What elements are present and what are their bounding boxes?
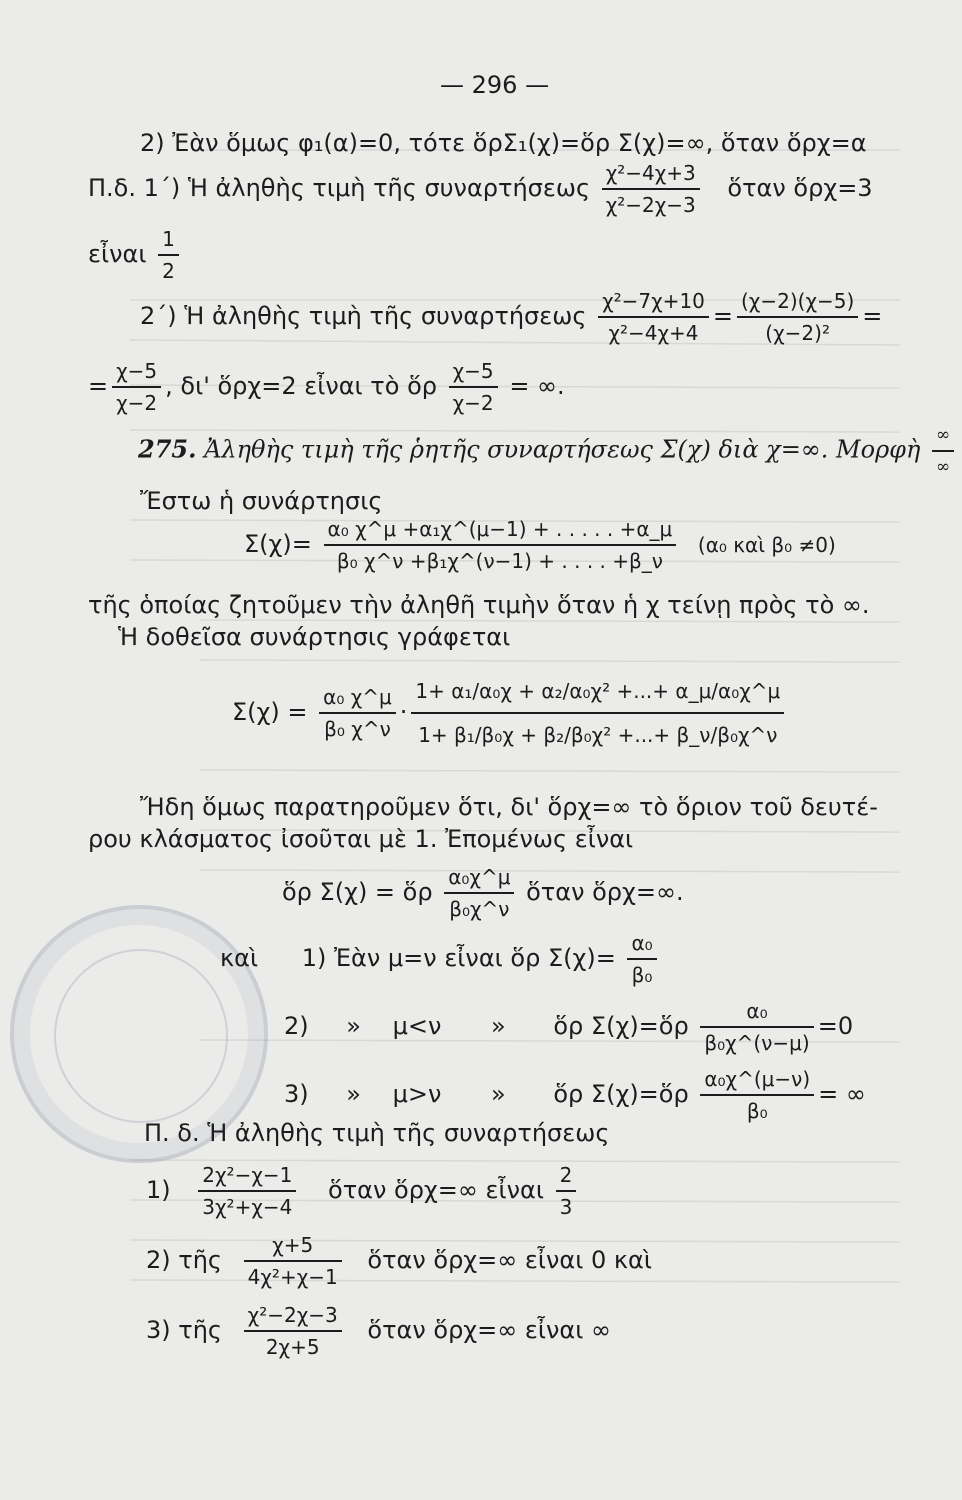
ditto-mark: » <box>491 1012 506 1040</box>
text-line-12: Ἤδη ὅμως παρατηροῦμεν ὅτι, δι' ὅρχ=∞ τὸ ὅριον τοῦ δευτέ- <box>140 793 878 821</box>
example-1 <box>146 1160 580 1222</box>
correction-denominator: 1+ β₁/β₀χ + β₂/β₀χ² +...+ β_ν/β₀χ^ν <box>418 723 778 747</box>
sigma-lhs: Σ(χ)= <box>244 530 312 558</box>
fraction-denominator: β₀ χ^ν <box>324 717 391 741</box>
example-1-fraction <box>198 1160 296 1222</box>
section-title: Ἀληθὴς τιμὴ τῆς ῥητῆς συναρτήσεως Σ(χ) διὰ χ=∞. Μορφὴ <box>204 435 921 464</box>
text-line-10: Ἡ δοθεῖσα συνάρτησις γράφεται <box>118 623 511 651</box>
correction-numerator: 1+ α₁/α₀χ + α₂/α₀χ² +...+ α_μ/α₀χ^μ <box>411 670 784 714</box>
fraction-denominator: χ²−4χ+4 <box>608 321 699 345</box>
leading-term-fraction <box>319 682 396 744</box>
ditto-mark: » <box>346 1012 361 1040</box>
fraction-denominator: β₀ <box>746 1099 768 1123</box>
case-2-text: ὅρ Σ(χ)=ὅρ <box>553 1012 689 1040</box>
fraction-numerator: χ−5 <box>112 356 161 388</box>
example-1-result <box>556 1160 577 1222</box>
fraction-one-half <box>158 224 179 286</box>
fraction-denominator: β₀χ^ν <box>449 897 510 921</box>
fraction-numerator: α₀ χ^μ <box>319 682 396 714</box>
text-line-3 <box>88 224 183 286</box>
fraction-denominator: 3χ²+χ−4 <box>202 1195 293 1219</box>
fraction-denominator: 2 <box>162 259 175 283</box>
example-heading: Π. δ. Ἡ ἀληθὴς τιμὴ τῆς συναρτήσεως <box>144 1119 610 1147</box>
text-line-5: = $\frac{\chi-5}{\chi-2}$ , δι' ὅρχ=2 εἶναι τὸ ὅρ $\frac{\chi-5}{\chi-2}$ = ∞. <box>88 356 565 418</box>
fraction-denominator: β₀χ^(ν−μ) <box>704 1031 810 1055</box>
ditto-mark: » <box>346 1080 361 1108</box>
case-2-fraction <box>700 996 813 1058</box>
limit-equation <box>282 862 684 924</box>
fraction-numerator: 2χ²−χ−1 <box>198 1160 296 1192</box>
correction-fraction <box>411 670 784 756</box>
limit-text: , δι' ὅρχ=2 εἶναι τὸ ὅρ <box>165 372 437 400</box>
fraction-denominator: (χ−2)² <box>765 321 830 345</box>
text-line-13: ρου κλάσματος ἰσοῦται μὲ 1. Ἐπομένως εἶναι <box>88 825 634 853</box>
example-2-label: 2΄) Ἡ ἀληθὴς τιμὴ τῆς συναρτήσεως <box>140 302 587 330</box>
text-line-9: τῆς ὁποίας ζητοῦμεν τὴν ἀληθῆ τιμὴν ὅταν ἡ χ τείνῃ πρὸς τὸ ∞. <box>88 591 870 619</box>
fraction-numerator: χ+5 <box>244 1230 342 1262</box>
fraction-numerator: χ−5 <box>449 356 498 388</box>
fraction-numerator: 1 <box>158 224 179 256</box>
fraction-denominator: χ²−2χ−3 <box>605 193 696 217</box>
conjunction: καὶ <box>220 944 259 972</box>
sigma-lhs: Σ(χ) = <box>232 698 308 726</box>
fraction-denominator: 2χ+5 <box>265 1335 320 1359</box>
fraction-example-2b <box>737 286 858 348</box>
case-1 <box>220 928 661 990</box>
leading-term-fraction <box>444 862 514 924</box>
case-2 <box>284 996 853 1058</box>
fraction-numerator: χ²−4χ+3 <box>602 158 700 190</box>
library-stamp-inner-ring <box>54 949 228 1123</box>
fraction-limit <box>449 356 498 418</box>
example-3 <box>146 1300 611 1362</box>
case-3-number: 3) <box>284 1080 309 1108</box>
example-3-condition: ὅταν ὅρχ=∞ εἶναι ∞ <box>367 1316 611 1344</box>
fraction-denominator: χ−2 <box>452 391 494 415</box>
text-line-4: 2΄) Ἡ ἀληθὴς τιμὴ τῆς συναρτήσεως $\frac{\text{χ²−7χ+10}}{\text{χ²−4χ+4}}$ = $\frac{(\chi-2)(\chi-5)}{\text{(χ−2)²}}$ = <box>140 286 882 348</box>
example-2-fraction <box>244 1230 342 1292</box>
case-3-text: ὅρ Σ(χ)=ὅρ <box>553 1080 689 1108</box>
condition-text: ὅταν ὅρχ=3 <box>727 174 873 202</box>
example-1-condition: ὅταν ὅρχ=∞ εἶναι <box>328 1176 544 1204</box>
denominator-polynomial: β₀ χ^ν +β₁χ^(ν−1) + . . . . +β_ν <box>336 549 663 573</box>
limit-lhs: ὅρ Σ(χ) = ὅρ <box>282 878 433 906</box>
example-1-label: Π.δ. 1΄) Ἡ ἀληθὴς τιμὴ τῆς συναρτήσεως <box>88 174 591 202</box>
text-line-7: Ἔστω ἡ συνάρτησις <box>140 487 383 515</box>
example-2-condition: ὅταν ὅρχ=∞ εἶναι 0 καὶ <box>367 1246 652 1274</box>
fraction-numerator: χ²−2χ−3 <box>244 1300 342 1332</box>
fraction-denominator: 4χ²+χ−1 <box>247 1265 338 1289</box>
fraction-example-2a <box>598 286 709 348</box>
case-3-result: = ∞ <box>818 1080 866 1108</box>
fraction-denominator: 3 <box>559 1195 573 1219</box>
fraction-numerator: (χ−2)(χ−5) <box>737 286 858 318</box>
fraction-numerator: α₀χ^(μ−ν) <box>700 1064 814 1096</box>
rewritten-function: Σ(χ) = $\frac{\text{α₀ χ\textasciicircum{}μ}}{\text{β₀ χ\textasciicircum{}ν}}$ · $\frac{\text{1+ α₁/α₀χ + α₂/α₀χ² +...+ α\_μ/α₀χ\textasciicircum{}μ}}{\text{1+ β₁/β₀χ + β₂/β₀χ² +...+ β\_ν/β₀χ\textasciicircum{}ν}}$ <box>232 670 788 756</box>
infinity-over-infinity <box>932 420 954 482</box>
fraction-numerator: α₀ <box>700 996 813 1028</box>
case-3 <box>284 1064 866 1126</box>
example-3-number: 3) τῆς <box>146 1316 223 1344</box>
limit-result: = ∞. <box>509 372 565 400</box>
fraction-numerator: 2 <box>556 1160 577 1192</box>
text-line-2 <box>88 158 873 220</box>
case-3-fraction <box>700 1064 814 1126</box>
case-1-text: 1) Ἐὰν μ=ν εἶναι ὅρ Σ(χ)= <box>301 944 616 972</box>
case-1-fraction <box>627 928 656 990</box>
fraction-reduced <box>112 356 161 418</box>
fraction-denominator: β₀ <box>631 963 653 987</box>
page-number: — 296 — <box>440 71 550 99</box>
fraction-numerator: ∞ <box>932 420 954 452</box>
example-2 <box>146 1230 652 1292</box>
nonzero-condition: (α₀ καὶ β₀ ≠0) <box>697 533 836 557</box>
rational-function-fraction <box>324 514 677 576</box>
limit-condition: ὅταν ὅρχ=∞. <box>526 878 684 906</box>
example-1-number: 1) <box>146 1176 171 1204</box>
section-heading <box>138 420 958 482</box>
text-line-1: 2) Ἐὰν ὅμως φ₁(α)=0, τότε ὅρΣ₁(χ)=ὅρ Σ(χ)=∞, ὅταν ὅρχ=α <box>140 129 867 157</box>
function-definition <box>244 514 836 576</box>
fraction-numerator: χ²−7χ+10 <box>598 286 709 318</box>
case-2-number: 2) <box>284 1012 309 1040</box>
example-3-fraction <box>244 1300 342 1362</box>
fraction-denominator: ∞ <box>936 457 951 477</box>
fraction-denominator: χ−2 <box>116 391 158 415</box>
case-2-condition: μ<ν <box>392 1012 442 1040</box>
fraction-numerator: α₀ <box>627 928 656 960</box>
case-2-result: =0 <box>817 1012 854 1040</box>
section-number: 275. <box>138 434 197 464</box>
fraction-numerator: α₀χ^μ <box>444 862 514 894</box>
fraction-example-1 <box>602 158 700 220</box>
case-3-condition: μ>ν <box>392 1080 442 1108</box>
example-2-number: 2) τῆς <box>146 1246 223 1274</box>
result-label: εἶναι <box>88 240 147 268</box>
ditto-mark: » <box>491 1080 506 1108</box>
numerator-polynomial: α₀ χ^μ +α₁χ^(μ−1) + . . . . . +α_μ <box>324 514 677 546</box>
